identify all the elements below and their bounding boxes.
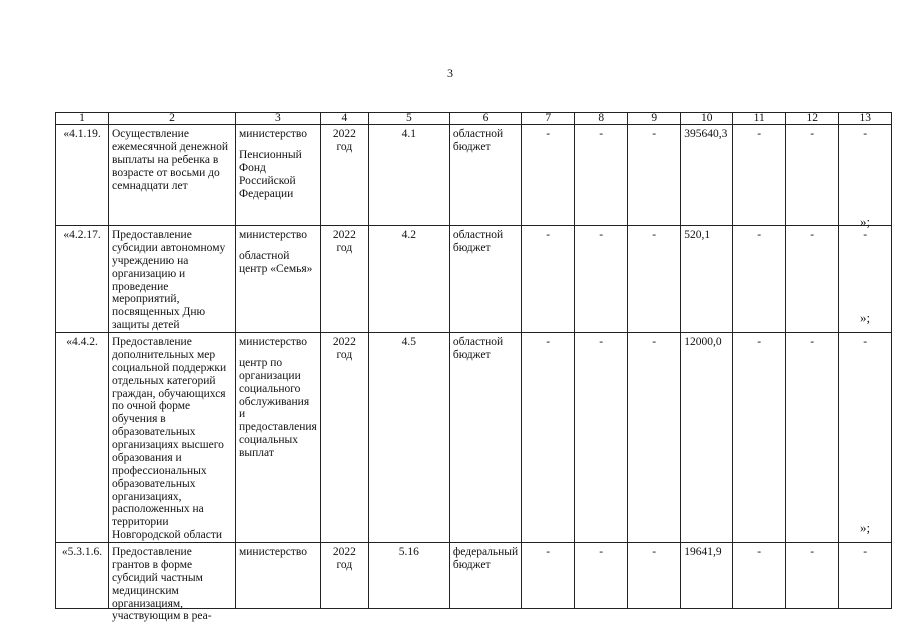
row-amount: 12000,0 [681,333,733,543]
row-year: 2022 год [320,226,368,333]
col-header: 4 [320,113,368,125]
row-name-text: Предоставление грантов в форме субсидий частным медицинским организациям, участвующим в реа- [112,546,212,623]
executor-primary: министерство [239,229,307,241]
row-c9: - [628,226,681,333]
row-year: 2022 год [320,543,368,609]
row-code: «4.4.2. [56,333,109,543]
row-goal: 5.16 [368,543,449,609]
row-executor [236,125,321,226]
row-code: «4.2.17. [56,226,109,333]
executor-primary: министерство [239,546,307,558]
row-c11: - [733,125,786,226]
row-c13: - [839,543,892,609]
row-goal: 4.2 [368,226,449,333]
row-name: Осуществление ежемесячной денежной выплаты на ребенка в возрасте от восьми до семнадцати лет [109,125,236,226]
row-c11: - [733,543,786,609]
row-c9: - [628,333,681,543]
table-row [56,125,892,226]
row-closing-mark: »; [860,520,871,535]
row-c7: - [522,125,575,226]
col-header: 5 [368,113,449,125]
row-goal: 4.5 [368,333,449,543]
row-year: 2022 год [320,125,368,226]
table-row [56,543,892,609]
row-source: областной бюджет [449,333,521,543]
row-name: Предоставление дополнительных мер социальной поддержки отдельных категорий граждан, обучающихся по очной форме обучения в образовательных организациях высшего образования и профессиональных образовательных организациях, расположенных на территории Новгородской области [109,333,236,543]
row-c7: - [522,543,575,609]
row-c8: - [575,226,628,333]
row-code: «4.1.19. [56,125,109,226]
row-c12: - [786,125,839,226]
row-executor [236,226,321,333]
row-c13: - [839,125,892,226]
row-c9: - [628,543,681,609]
row-code: «5.3.1.6. [56,543,109,609]
row-c7: - [522,333,575,543]
row-c8: - [575,543,628,609]
row-source: областной бюджет [449,226,521,333]
row-amount: 395640,3 [681,125,733,226]
col-header: 2 [109,113,236,125]
executor-primary: министерство [239,128,307,140]
row-amount: 19641,9 [681,543,733,609]
row-amount: 520,1 [681,226,733,333]
row-c12: - [786,226,839,333]
col-header: 10 [681,113,733,125]
table-row [56,226,892,333]
row-year: 2022 год [320,333,368,543]
row-executor [236,333,321,543]
row-c12: - [786,543,839,609]
table-row [56,333,892,543]
col-header: 6 [449,113,521,125]
budget-table [55,112,892,623]
row-c11: - [733,226,786,333]
executor-primary: министерство [239,336,307,348]
row-c12: - [786,333,839,543]
row-source: областной бюджет [449,125,521,226]
col-header: 3 [236,113,321,125]
row-c8: - [575,125,628,226]
row-name [109,543,236,623]
row-c11: - [733,333,786,543]
row-c8: - [575,333,628,543]
executor-secondary: центр по организации социального обслуживания и предоставления социальных выплат [239,356,317,459]
executor-secondary: областной центр «Семья» [239,249,313,275]
row-closing-mark: »; [860,214,871,229]
row-c7: - [522,226,575,333]
row-closing-mark: »; [860,310,871,325]
col-header: 7 [522,113,575,125]
row-c13: - [839,333,892,543]
row-executor [236,543,321,609]
col-header: 8 [575,113,628,125]
col-header: 1 [56,113,109,125]
page-number: 3 [447,66,453,80]
col-header: 12 [786,113,839,125]
col-header: 9 [628,113,681,125]
row-c13: - [839,226,892,333]
row-source: федеральный бюджет [449,543,521,609]
header-row [56,113,892,125]
col-header: 13 [839,113,892,125]
row-goal: 4.1 [368,125,449,226]
row-c9: - [628,125,681,226]
col-header: 11 [733,113,786,125]
executor-secondary: Пенсионный Фонд Российской Федерации [239,148,302,200]
row-name: Предоставление субсидии автономному учреждению на организацию и проведение мероприятий, посвященных Дню защиты детей [109,226,236,333]
